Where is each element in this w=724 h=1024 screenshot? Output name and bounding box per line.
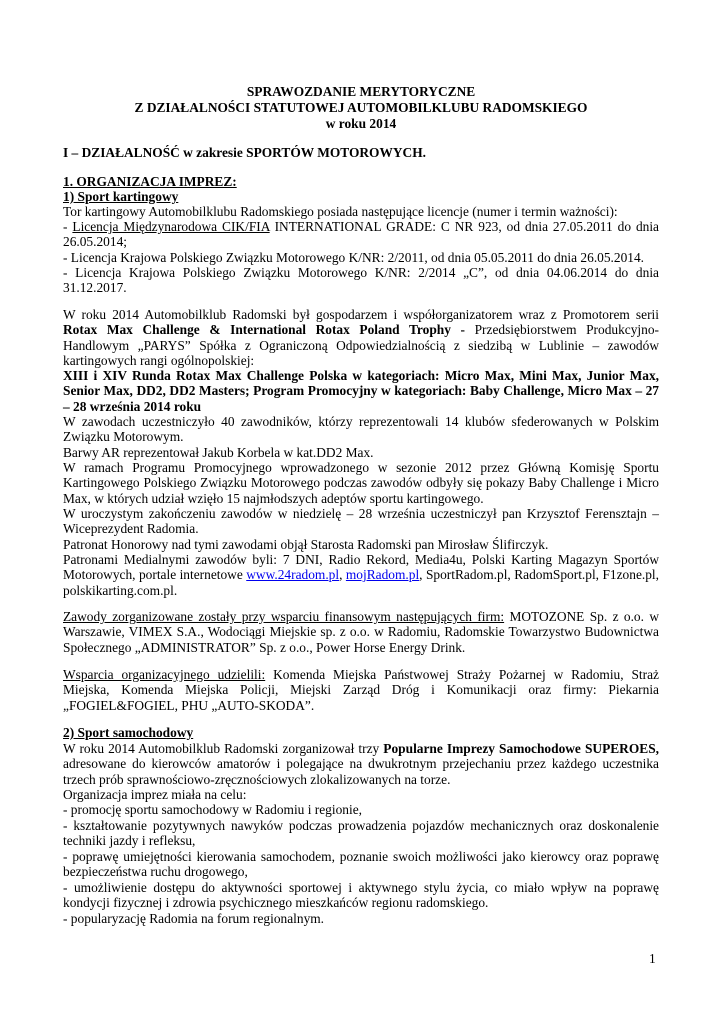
car-p1-text-a: W roku 2014 Automobilklub Radomski zorganizował trzy xyxy=(63,741,384,756)
license-1-prefix: - xyxy=(63,219,73,234)
link-24radom[interactable]: www.24radom.pl xyxy=(246,567,340,583)
karting-sponsors xyxy=(63,609,659,655)
karting-heading: 1) Sport kartingowy xyxy=(63,189,179,204)
car-p1-event-name: Popularne Imprezy Samochodowe SUPEROES, xyxy=(383,741,659,756)
license-3: - Licencja Krajowa Polskiego Związku Motorowego K/NR: 2/2014 „C”, od dnia 04.06.2014 do dnia 31.12.2017. xyxy=(63,265,659,296)
report-title-line3: w roku 2014 xyxy=(325,116,397,131)
karting-paragraph-3: Barwy AR reprezentował Jakub Korbela w kat.DD2 Max. xyxy=(63,445,374,460)
karting-paragraph-6: Patronat Honorowy nad tymi zawodami objął Starosta Radomski pan Mirosław Ślifirczyk. xyxy=(63,537,549,552)
car-sport-heading: 2) Sport samochodowy xyxy=(63,725,194,740)
goal-5: - popularyzację Radomia na forum regionalnym. xyxy=(63,911,325,926)
goal-2: - kształtowanie pozytywnych nawyków podczas prowadzenia pojazdów mechanicznych oraz doskonalenie techniki jazdy i refleksu, xyxy=(63,818,659,849)
goals-intro: Organizacja imprez miała na celu: xyxy=(63,787,247,802)
p1-series-name: Rotax Max Challenge & International Rotax Poland Trophy - xyxy=(63,322,465,338)
report-title-line2: Z DZIAŁALNOŚCI STATUTOWEJ AUTOMOBILKLUBU RADOMSKIEGO xyxy=(134,100,588,115)
karting-media-patrons xyxy=(63,552,659,598)
sponsors-list: MOTOZONE Sp. z o.o. w Warszawie, VIMEX S.A., Wodociągi Miejskie sp. z o.o. w Radomiu, Radomskie Towarzystwo Budownictwa Społecznego „ADMINISTRATOR” Sp. z o.o., Power Horse Energy Drink. xyxy=(63,609,659,655)
license-1-link[interactable]: Licencja Międzynarodowa CIK/FIA xyxy=(72,219,270,234)
support-list: Komenda Miejska Państwowej Straży Pożarnej w Radomiu, Straż Miejska, Komenda Miejska Policji, Miejski Zarząd Dróg i Komunikacji oraz firmy: Piekarnia „FOGIEL&FOGIEL, PHU „AUTO-SKODA”. xyxy=(63,667,659,713)
section-title: I – DZIAŁALNOŚĆ w zakresie SPORTÓW MOTOROWYCH. xyxy=(63,145,426,160)
p7-text-b: , SportRadom.pl, RadomSport.pl, F1zone.pl, polskikarting.com.pl. xyxy=(63,567,659,598)
karting-paragraph-2: W zawodach uczestniczyło 40 zawodników, którzy reprezentowali 14 klubów sfederowanych w Polskim Związku Motorowym. xyxy=(63,414,659,445)
car-sport-paragraph-1 xyxy=(63,741,659,787)
support-label: Wsparcia organizacyjnego udzielili: xyxy=(63,667,266,682)
karting-paragraph-4: W ramach Programu Promocyjnego wprowadzonego w sezonie 2012 przez Główną Komisję Sportu Kartingowego Polskiego Związku Motorowego podczas zawodów odbyły się pokazy Baby Challenge i Micro Max, w których udział wzięło 15 najmłodszych adeptów sportu kartingowego. xyxy=(63,460,659,506)
karting-paragraph-1 xyxy=(63,307,659,368)
p1-text-c: Przedsiębiorstwem Produkcyjno-Handlowym „PARYS” Spółka z Ograniczoną Odpowiedzialnością z siedzibą w Lublinie – zawodów kartingowych rangi ogólnopolskiej: xyxy=(63,322,659,368)
p7-text-a: Patronami Medialnymi zawodów byli: 7 DNI, Radio Rekord, Media4u, Polski Karting Magazyn Sportów Motorowych, portale internetowe xyxy=(63,552,659,583)
karting-paragraph-5: W uroczystym zakończeniu zawodów w niedzielę – 28 września uczestniczył pan Krzysztof Ferensztajn – Wiceprezydent Radomia. xyxy=(63,506,659,537)
p1-text-a: W roku 2014 Automobilklub Radomski był gospodarzem i współorganizatorem wraz z Promotorem serii xyxy=(63,307,659,322)
goal-1: - promocję sportu samochodowy w Radomiu i regionie, xyxy=(63,802,363,817)
karting-intro: Tor kartingowy Automobilklubu Radomskiego posiada następujące licencje (numer i termin ważności): xyxy=(63,204,618,219)
link-mojradom[interactable]: mojRadom.pl xyxy=(345,567,420,583)
page-number: 1 xyxy=(649,951,656,966)
license-2: - Licencja Krajowa Polskiego Związku Motorowego K/NR: 2/2011, od dnia 05.05.2011 do dnia 26.05.2014. xyxy=(63,250,645,265)
car-p1-text-c: adresowane do kierowców amatorów i polegające na dwukrotnym przejechaniu przez każdego uczestnika trzech prób sprawnościowo-zręcznościowych zlokalizowanych na torze. xyxy=(63,756,659,787)
license-1 xyxy=(63,219,659,250)
sponsors-label: Zawody zorganizowane zostały przy wsparciu finansowym następujących firm: xyxy=(63,609,505,624)
goal-4: - umożliwienie dostępu do aktywności sportowej i aktywnego stylu życia, co miało wpływ na poprawę kondycji fizycznej i zdrowia psychicznego mieszkańców regionu radomskiego. xyxy=(63,880,659,911)
goal-3: - poprawę umiejętności kierowania samochodem, poznanie swoich możliwości jako kierowcy oraz poprawę bezpieczeństwa ruchu drogowego, xyxy=(63,849,659,880)
license-1-rest: INTERNATIONAL GRADE: C NR 923, od dnia 27.05.2011 do dnia 26.05.2014; xyxy=(63,219,659,250)
report-title-line1: SPRAWOZDANIE MERYTORYCZNE xyxy=(246,84,476,99)
karting-rounds-bold: XIII i XIV Runda Rotax Max Challenge Polska w kategoriach: Micro Max, Mini Max, Junior Max, Senior Max, DD2, DD2 Masters; Program Promocyjny w kategoriach: Baby Challenge, Micro Max – 27 – 28 września 2014 roku xyxy=(63,368,659,414)
organization-heading: 1. ORGANIZACJA IMPREZ: xyxy=(63,174,237,189)
karting-support xyxy=(63,667,659,713)
p7-separator: , xyxy=(339,567,346,583)
